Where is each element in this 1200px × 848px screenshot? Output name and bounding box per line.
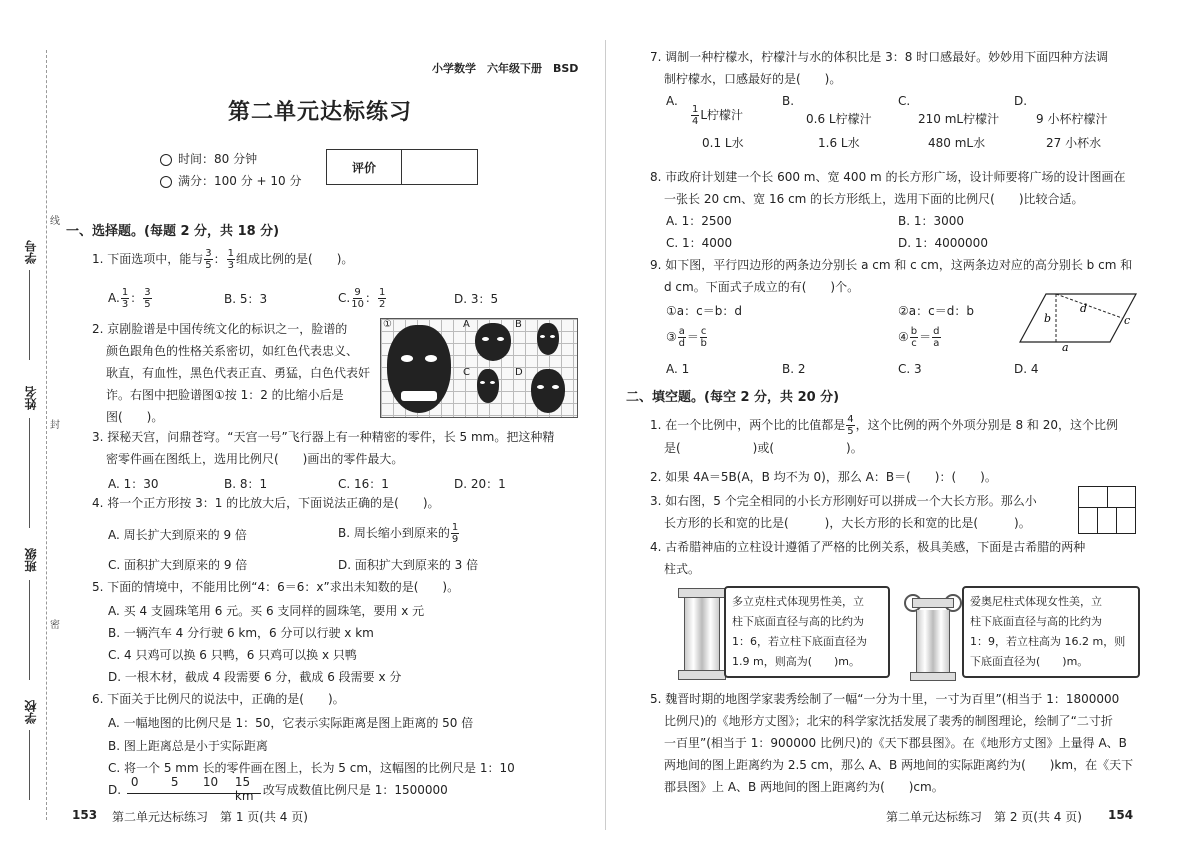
class-label: 班级: [24, 548, 38, 572]
question-7: 7. 调制一种柠檬水，柠檬汁与水的体积比是 3：8 时口感最好。妙妙用下面四种方法调 制柠檬水，口感最好的是( )。: [650, 50, 1109, 86]
seal-char-line: 线: [50, 216, 60, 227]
q7-option-b-label[interactable]: B.: [782, 94, 795, 108]
q4-option-a[interactable]: A. 周长扩大到原来的 9 倍: [108, 528, 247, 542]
q1-option-d[interactable]: D. 3：5: [454, 292, 499, 306]
check-icon: [160, 176, 172, 188]
school-label: 学校: [24, 700, 38, 724]
q8-option-d[interactable]: D. 1：4000000: [898, 236, 988, 250]
rectangles-figure: [1078, 486, 1136, 534]
fill-question-1: 1. 在一个比例中，两个比的比值都是 $\frac{4}{5}$ ，这个比例的两个外项分别是 8 和 20，这个比例 是( )或( )。: [650, 414, 1118, 455]
q9-expr-2: ②a：c＝d：b: [898, 304, 974, 318]
q9-expr-4: ④ $\frac{b}{c}$ ＝ $\frac{d}{a}$: [898, 326, 940, 349]
mask-a: [475, 323, 511, 361]
evaluation-field[interactable]: [402, 150, 477, 184]
name-line: [29, 418, 30, 528]
mask-d: [531, 369, 565, 413]
q3-option-c[interactable]: C. 16：1: [338, 477, 389, 491]
q9-option-d[interactable]: D. 4: [1014, 362, 1039, 376]
time-info: 时间：80 分钟: [160, 150, 257, 167]
page-title: 第二单元达标练习: [228, 100, 413, 125]
mask-tag-b: B: [515, 319, 522, 330]
q9-option-c[interactable]: C. 3: [898, 362, 922, 376]
fill-question-2: 2. 如果 4A＝5B(A，B 均不为 0)，那么 A：B＝( )：( )。: [650, 470, 997, 484]
q7-option-b-lemon: 0.6 L柠檬汁: [806, 112, 872, 126]
q7-option-d-label[interactable]: D.: [1014, 94, 1028, 108]
q6-option-c[interactable]: C. 将一个 5 mm 长的零件画在图上，长为 5 cm，这幅图的比例尺是 1：10: [108, 761, 515, 775]
q7-option-c-lemon: 210 mL柠檬汁: [918, 112, 1000, 126]
student-number-line: [29, 270, 30, 360]
q9-expr-1: ①a：c＝b：d: [666, 304, 742, 318]
q5-option-d[interactable]: D. 一根木材，截成 4 段需要 6 分，截成 6 段需要 x 分: [108, 670, 402, 684]
question-2: 2. 京剧脸谱是中国传统文化的标识之一，脸谱的 颜色跟角色的性格关系密切，如红色代表忠义、 耿直，有血性，黑色代表正直、勇猛，白色代表奸 诈。右图中把脸谱图①按 1：2 的比缩小后是 图( )。: [92, 322, 371, 424]
q4-option-b[interactable]: B. 周长缩小到原来的 $\frac{1}{9}$: [338, 522, 459, 545]
subject-header: 小学数学 六年级下册 BSD: [432, 62, 579, 75]
page-divider: [605, 40, 606, 830]
q1-option-a[interactable]: A. $\frac{1}{3}$ ： $\frac{3}{5}$: [108, 287, 151, 310]
seal-char-seal: 封: [50, 420, 60, 431]
seal-char-secret: 密: [50, 620, 60, 631]
q4-option-c[interactable]: C. 面积扩大到原来的 9 倍: [108, 558, 248, 572]
mask-b: [537, 323, 559, 355]
fill-question-5: 5. 魏晋时期的地图学家裴秀绘制了一幅“一分为十里，一寸为百里”(相当于 1：1800000 比例尺)的《地形方丈图》；北宋的科学家沈括发展了裴秀的制图理论，绘制了“二寸折 一百里”(相当于 1：900000 比例尺)的《天下郡县图》。在《地形方丈图》上量得 A、B 两地间的图上距离约为 2.5 cm，那么 A、B 两地间的实际距离约为( )km，在《天下 郡县图》上 A、B 两地间的图上距离约为( )cm。: [650, 692, 1134, 794]
question-8: 8. 市政府计划建一个长 600 m、宽 400 m 的长方形广场，设计师要将广场的设计图画在 一张长 20 cm、宽 16 cm 的长方形纸上，选用下面的比例尺( )比较合适。: [650, 170, 1126, 206]
q1-option-b[interactable]: B. 5：3: [224, 292, 268, 306]
q7-option-b-water: 1.6 L水: [818, 136, 860, 150]
fill-question-3: 3. 如右图，5 个完全相同的小长方形刚好可以拼成一个大长方形。那么小 长方形的长和宽的比是( )，大长方形的长和宽的比是( )。: [650, 494, 1037, 530]
label-b: b: [1044, 312, 1052, 325]
section-fill-title: 二、填空题。(每空 2 分，共 20 分): [626, 390, 840, 405]
q9-expr-3: ③ $\frac{a}{d}$ ＝ $\frac{c}{b}$: [666, 326, 707, 349]
opera-mask-grid: [380, 318, 578, 418]
q7-option-d-water: 27 小杯水: [1046, 136, 1102, 150]
student-number-label: 学号: [24, 240, 38, 264]
q3-option-d[interactable]: D. 20：1: [454, 477, 506, 491]
line-scale-ruler: 0 5 10 15 km: [127, 779, 261, 794]
q7-option-c-water: 480 mL水: [928, 136, 986, 150]
q8-option-b[interactable]: B. 1：3000: [898, 214, 965, 228]
section-choice-title: 一、选择题。(每题 2 分，共 18 分): [66, 224, 280, 239]
footer-right-page-number: 154: [1108, 808, 1134, 822]
mask-tag-d: D: [515, 367, 523, 378]
q6-option-d[interactable]: D. 0 5 10 15 km 改写成数值比例尺是 1：1500000: [108, 775, 448, 803]
question-6: 6. 下面关于比例尺的说法中，正确的是( )。: [92, 692, 345, 706]
q5-option-c[interactable]: C. 4 只鸡可以换 6 只鸭，6 只鸡可以换 x 只鸭: [108, 648, 357, 662]
score-info: 满分：100 分 + 10 分: [160, 172, 302, 189]
q6-option-a[interactable]: A. 一幅地图的比例尺是 1：50，它表示实际距离是图上距离的 50 倍: [108, 716, 474, 730]
q5-option-a[interactable]: A. 买 4 支圆珠笔用 6 元。买 6 支同样的圆珠笔，要用 x 元: [108, 604, 425, 618]
mask-tag-1: ①: [383, 319, 392, 330]
fill-question-4: 4. 古希腊神庙的立柱设计遵循了严格的比例关系，极具美感，下面是古希腊的两种 柱式。: [650, 540, 1086, 576]
q7-option-d-lemon: 9 小杯柠檬汁: [1036, 112, 1108, 126]
q1-option-c[interactable]: C. $\frac{9}{10}$ ： $\frac{1}{2}$: [338, 287, 386, 310]
question-3: 3. 探秘天宫，问鼎苍穹。“天宫一号”飞行器上有一种精密的零件，长 5 mm。把这种精 密零件画在图纸上，选用比例尺( )画出的零件最大。: [92, 430, 555, 466]
evaluation-box: [326, 149, 478, 185]
q8-option-a[interactable]: A. 1：2500: [666, 214, 732, 228]
ionic-column-icon: [904, 594, 960, 680]
mask-c: [477, 369, 499, 403]
mask-tag-c: C: [463, 367, 470, 378]
q5-option-b[interactable]: B. 一辆汽车 4 分行驶 6 km，6 分可以行驶 x km: [108, 626, 374, 640]
q3-option-a[interactable]: A. 1：30: [108, 477, 159, 491]
q7-option-a-label[interactable]: A.: [666, 94, 678, 108]
footer-left-page-number: 153: [72, 808, 98, 822]
question-1: 1. 下面选项中，能与 $\frac{3}{5}$ ： $\frac{1}{3}$ 组成比例的是( )。: [92, 248, 354, 271]
binding-line: [46, 50, 47, 820]
doric-column-icon: [678, 588, 724, 680]
clock-icon: [160, 154, 172, 166]
q6-option-b[interactable]: B. 图上距离总是小于实际距离: [108, 739, 268, 753]
name-label: 姓名: [24, 386, 38, 410]
school-line: [29, 730, 30, 800]
footer-right-text: 第二单元达标练习 第 2 页(共 4 页): [886, 810, 1082, 824]
label-c: c: [1124, 314, 1131, 327]
q9-option-b[interactable]: B. 2: [782, 362, 806, 376]
q7-option-a-water: 0.1 L水: [702, 136, 744, 150]
ionic-card: 爱奥尼柱式体现女性美，立 柱下底面直径与高的比约为 1：9，若立柱高为 16.2 m，则 下底面直径为( )m。: [962, 586, 1140, 678]
doric-card: 多立克柱式体现男性美，立 柱下底面直径与高的比约为 1：6，若立柱下底面直径为 1.9 m，则高为( )m。: [724, 586, 890, 678]
label-d: d: [1080, 302, 1088, 315]
mask-original: [387, 325, 451, 413]
q7-option-c-label[interactable]: C.: [898, 94, 911, 108]
question-5: 5. 下面的情境中，不能用比例“4：6＝6：x”求出未知数的是( )。: [92, 580, 460, 594]
question-9: 9. 如下图，平行四边形的两条边分别长 a cm 和 c cm，这两条边对应的高分别长 b cm 和 d cm。下面式子成立的有( )个。: [650, 258, 1133, 294]
q9-option-a[interactable]: A. 1: [666, 362, 690, 376]
q7-option-a-lemon: $\frac{1}{4}$ L柠檬汁: [692, 104, 744, 127]
evaluation-label: 评价: [327, 150, 402, 184]
parallelogram-figure: [1018, 290, 1142, 352]
label-a: a: [1062, 341, 1069, 352]
q3-option-b[interactable]: B. 8：1: [224, 477, 268, 491]
q4-option-d[interactable]: D. 面积扩大到原来的 3 倍: [338, 558, 479, 572]
footer-left-text: 第二单元达标练习 第 1 页(共 4 页): [112, 810, 308, 824]
question-4: 4. 将一个正方形按 3：1 的比放大后，下面说法正确的是( )。: [92, 496, 440, 510]
mask-tag-a: A: [463, 319, 470, 330]
q8-option-c[interactable]: C. 1：4000: [666, 236, 733, 250]
class-line: [29, 580, 30, 680]
